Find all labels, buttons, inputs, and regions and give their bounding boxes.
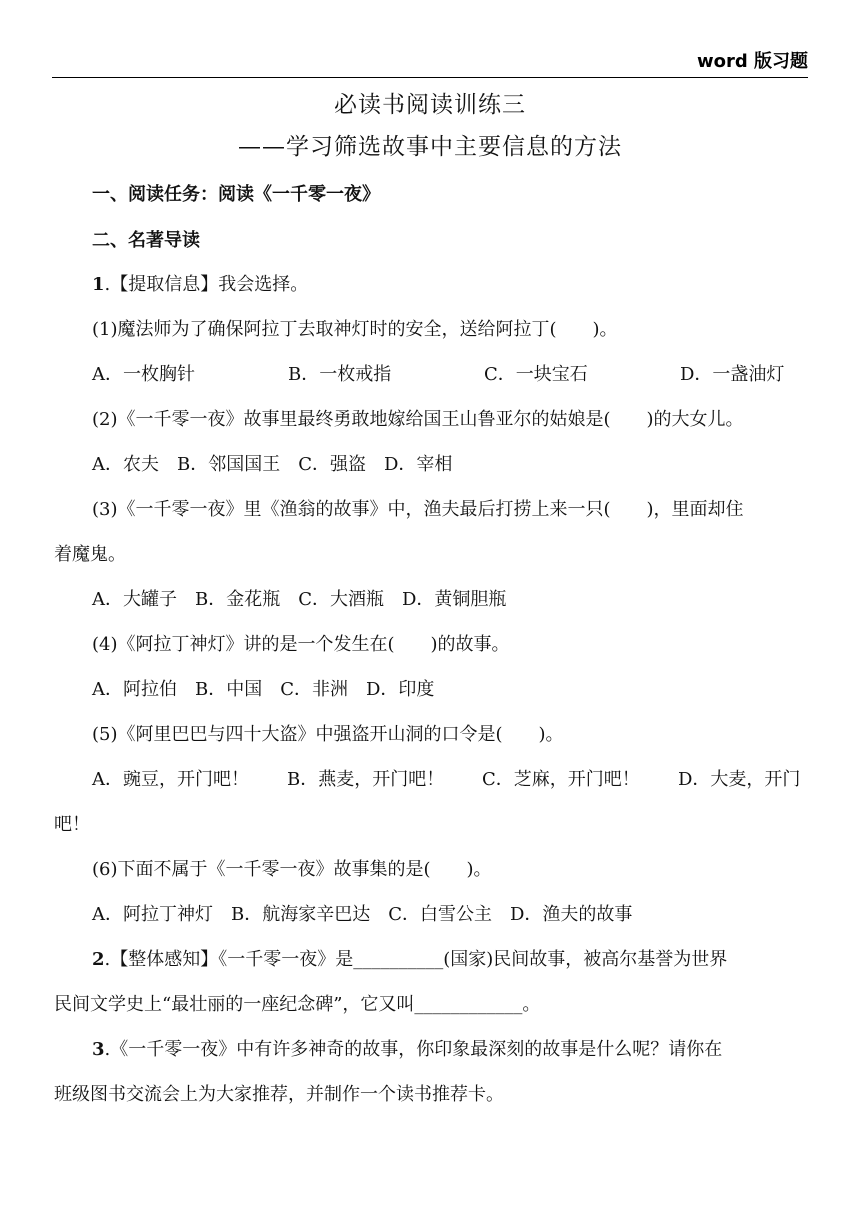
question-1-5-options-cont: 吧！ [54,814,90,835]
option-b: B．燕麦，开门吧！ [287,769,445,790]
question-1-2-stem: (2)《一千零一夜》故事里最终勇敢地嫁给国王山鲁亚尔的姑娘是( )的大女儿。 [92,409,744,430]
question-1-6-options: A．阿拉丁神灯 B．航海家辛巴达 C．白雪公主 D．渔夫的故事 [92,904,633,925]
question-text: .《一千零一夜》中有许多神奇的故事，你印象最深刻的故事是什么呢？请你在 [104,1039,723,1060]
option-d: D．大麦，开门 [678,769,801,790]
question-2-line-1 [92,945,727,971]
question-1-4-stem: (4)《阿拉丁神灯》讲的是一个发生在( )的故事。 [92,634,510,655]
option-a: A．一枚胸针 [92,364,195,385]
option-c: C．一块宝石 [484,364,588,385]
question-1-3-stem-cont: 着魔鬼。 [54,544,126,565]
page-title: 必读书阅读训练三 [334,92,526,118]
question-number: 1 [92,274,105,295]
question-1-3-stem: (3)《一千零一夜》里《渔翁的故事》中，渔夫最后打捞上来一只( )，里面却住 [92,499,744,520]
option-c: C．芝麻，开门吧！ [482,769,640,790]
option-b: B．一枚戒指 [288,364,392,385]
question-2-line-2: 民间文学史上“最壮丽的一座纪念碑”，它又叫____________。 [54,994,541,1015]
header-rule [52,77,808,78]
question-3-line-1 [92,1035,722,1061]
question-3-line-2: 班级图书交流会上为大家推荐，并制作一个读书推荐卡。 [54,1084,504,1105]
question-number: 2 [92,949,105,970]
question-1-3-options: A．大罐子 B．金花瓶 C．大酒瓶 D．黄铜胆瓶 [92,589,507,610]
question-text: .【整体感知】《一千零一夜》是__________(国家)民间故事，被高尔基誉为世界 [104,949,728,970]
page-subtitle: ——学习筛选故事中主要信息的方法 [238,134,622,160]
header-tag: word 版习题 [696,51,808,72]
question-1-2-options: A．农夫 B．邻国国王 C．强盗 D．宰相 [92,454,453,475]
question-1-head [92,270,308,296]
section-guide: 二、名著导读 [92,230,200,251]
option-d: D．一盏油灯 [680,364,785,385]
question-number: 3 [92,1039,105,1060]
section-reading-task: 一、阅读任务：阅读《一千零一夜》 [92,184,380,205]
question-text: .【提取信息】我会选择。 [104,274,309,295]
question-1-4-options: A．阿拉伯 B．中国 C．非洲 D．印度 [92,679,435,700]
question-1-1-stem: (1)魔法师为了确保阿拉丁去取神灯时的安全，送给阿拉丁( )。 [92,319,618,340]
question-1-5-stem: (5)《阿里巴巴与四十大盗》中强盗开山洞的口令是( )。 [92,724,564,745]
option-a: A．豌豆，开门吧！ [92,769,249,790]
question-1-6-stem: (6)下面不属于《一千零一夜》故事集的是( )。 [92,859,492,880]
